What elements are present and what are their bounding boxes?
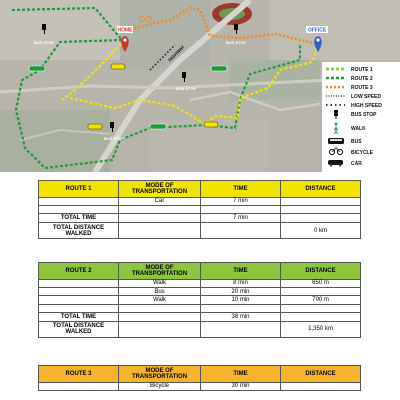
total-time-label: TOTAL TIME — [39, 312, 119, 321]
legend-high-speed: HIGH SPEED — [351, 103, 382, 109]
mode-cell — [119, 206, 201, 214]
mode-cell: Car — [119, 198, 201, 206]
time-cell: 7 min — [201, 198, 281, 206]
bus-stop-label: BUS STOP — [33, 40, 55, 45]
table-row — [39, 383, 361, 391]
car-icon — [88, 124, 102, 129]
time-cell: 30 min — [201, 383, 281, 391]
time-header: TIME — [201, 181, 281, 198]
time-cell — [201, 206, 281, 214]
distance-cell — [281, 206, 361, 214]
empty-cell — [39, 206, 119, 214]
empty-cell — [39, 304, 119, 312]
time-cell: 8 min — [201, 280, 281, 288]
total-time-row — [39, 214, 361, 223]
mode-cell: Walk — [119, 280, 201, 288]
legend-bus-stop: BUS STOP — [351, 112, 377, 118]
legend-car: CAR — [351, 161, 362, 167]
bus-stop-label: BUS STOP — [175, 86, 197, 91]
empty-cell — [119, 321, 201, 337]
table-row — [39, 206, 361, 214]
table-row — [39, 280, 361, 288]
total-time-value: 7 min — [201, 214, 281, 223]
table-row — [39, 304, 361, 312]
bus-icon — [211, 66, 227, 71]
legend-bicycle: BICYCLE — [351, 150, 373, 156]
empty-cell — [39, 198, 119, 206]
distance-header: DISTANCE — [281, 263, 361, 280]
total-distance-row — [39, 223, 361, 239]
empty-cell — [39, 296, 119, 304]
empty-cell — [119, 214, 201, 223]
distance-cell: 650 m — [281, 280, 361, 288]
map-legend — [322, 62, 400, 172]
empty-cell — [201, 223, 281, 239]
time-cell — [201, 304, 281, 312]
highway-label: HIGHWAY — [167, 44, 186, 63]
total-time-value: 38 min — [201, 312, 281, 321]
route-title: ROUTE 3 — [39, 366, 119, 383]
total-distance-value: 0 km — [281, 223, 361, 239]
empty-cell — [201, 321, 281, 337]
legend-walk: WALK — [351, 126, 366, 132]
distance-header: DISTANCE — [281, 181, 361, 198]
time-header: TIME — [201, 366, 281, 383]
total-distance-label: TOTAL DISTANCE WALKED — [39, 321, 119, 337]
empty-cell — [119, 312, 201, 321]
distance-header: DISTANCE — [281, 366, 361, 383]
legend-bus: BUS — [351, 139, 362, 145]
time-cell: 10 min — [201, 296, 281, 304]
route-title: ROUTE 2 — [39, 263, 119, 280]
table-row — [39, 198, 361, 206]
mode-header: MODE OF TRANSPORTATION — [119, 366, 201, 383]
distance-cell — [281, 198, 361, 206]
car-icon — [204, 122, 218, 127]
bus-icon — [150, 124, 166, 129]
mode-cell: Bus — [119, 288, 201, 296]
route-3-table — [38, 365, 361, 391]
empty-cell — [281, 312, 361, 321]
route-2-table — [38, 262, 361, 338]
total-distance-label: TOTAL DISTANCE WALKED — [39, 223, 119, 239]
distance-cell — [281, 288, 361, 296]
mode-cell — [119, 304, 201, 312]
legend-route-3: ROUTE 3 — [351, 85, 373, 91]
legend-route-1: ROUTE 1 — [351, 67, 373, 73]
office-label: OFFICE — [307, 27, 327, 34]
bus-icon — [29, 66, 45, 71]
empty-cell — [39, 280, 119, 288]
legend-low-speed: LOW SPEED — [351, 94, 382, 100]
empty-cell — [39, 383, 119, 391]
total-time-label: TOTAL TIME — [39, 214, 119, 223]
distance-cell: 700 m — [281, 296, 361, 304]
total-distance-value: 1,350 km — [281, 321, 361, 337]
table-header-row — [39, 263, 361, 280]
legend-route-2: ROUTE 2 — [351, 76, 373, 82]
table-row — [39, 288, 361, 296]
mode-cell: Bicycle — [119, 383, 201, 391]
total-time-row — [39, 312, 361, 321]
table-header-row — [39, 366, 361, 383]
distance-cell — [281, 383, 361, 391]
bus-stop-label: BUS STOP — [103, 136, 125, 141]
time-header: TIME — [201, 263, 281, 280]
car-icon — [111, 64, 125, 69]
time-cell: 20 min — [201, 288, 281, 296]
empty-cell — [119, 223, 201, 239]
empty-cell — [281, 214, 361, 223]
mode-header: MODE OF TRANSPORTATION — [119, 263, 201, 280]
home-label: HOME — [117, 27, 133, 34]
route-1-table — [38, 180, 361, 239]
table-header-row — [39, 181, 361, 198]
empty-cell — [39, 288, 119, 296]
distance-cell — [281, 304, 361, 312]
route-title: ROUTE 1 — [39, 181, 119, 198]
mode-cell: Walk — [119, 296, 201, 304]
bus-stop-label: BUS STOP — [225, 40, 247, 45]
mode-header: MODE OF TRANSPORTATION — [119, 181, 201, 198]
route-map — [0, 0, 400, 172]
total-distance-row — [39, 321, 361, 337]
table-row — [39, 296, 361, 304]
